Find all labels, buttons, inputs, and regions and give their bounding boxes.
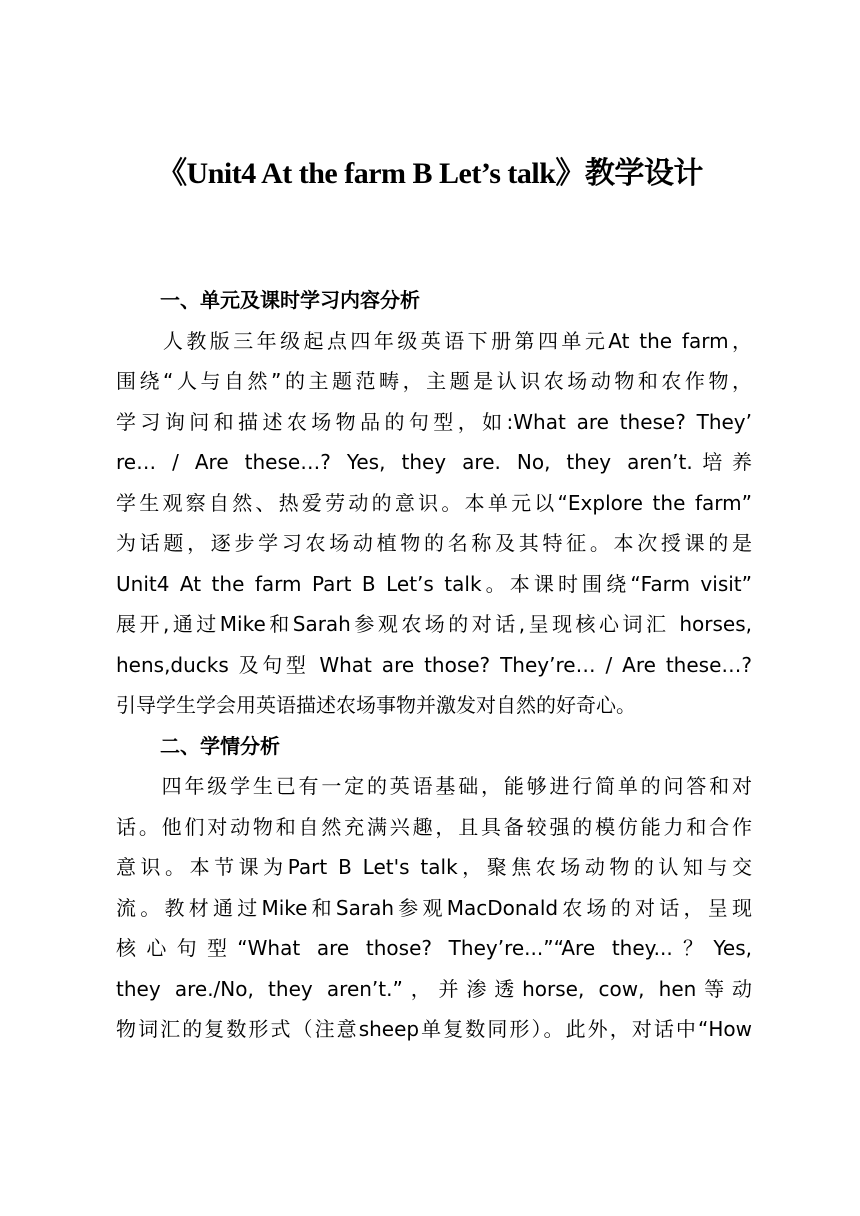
paragraph-line: 流。教材通过Mike和Sarah参观MacDonald农场的对话，呈现 <box>116 895 752 920</box>
paragraph-line: they are./No, they aren’t.”，并渗透horse, cow, hen等动 <box>116 976 752 1001</box>
paragraph-line: 核心句型“What are those? They’re...”“Are they...？Yes, <box>116 936 752 960</box>
paragraph-line: hens,ducks 及句型 What are those? They’re… / Are these…? <box>116 652 752 677</box>
document-title: 《Unit4 At the farm B Let’s talk》教学设计 <box>157 157 703 190</box>
section-heading-content-analysis: 一、单元及课时学习内容分析 <box>160 288 420 312</box>
paragraph-line: 学生观察自然、热爱劳动的意识。本单元以“Explore the farm” <box>116 490 752 515</box>
document-body <box>116 280 752 1050</box>
section-heading-learner-analysis: 二、学情分析 <box>160 733 280 758</box>
paragraph-line: 引导学生学会用英语描述农场事物并激发对自然的好奇心。 <box>116 693 636 717</box>
paragraph-line: 为话题，逐步学习农场动植物的名称及其特征。本次授课的是 <box>116 531 752 555</box>
paragraph-line: Unit4 At the farm Part B Let’s talk。本课时围绕“Farm visit” <box>116 571 752 596</box>
paragraph-line: 四年级学生已有一定的英语基础，能够进行简单的问答和对 <box>116 774 752 798</box>
paragraph-line: 意识。本节课为Part B Let's talk，聚焦农场动物的认知与交 <box>116 855 752 879</box>
paragraph-line: 话。他们对动物和自然充满兴趣，且具备较强的模仿能力和合作 <box>116 814 752 839</box>
paragraph-line: 学习询问和描述农场物品的句型，如:What are these? They’ <box>116 409 752 434</box>
paragraph-line: 展开,通过Mike和Sarah参观农场的对话,呈现核心词汇 horses, <box>116 612 752 636</box>
paragraph-line: 物词汇的复数形式（注意sheep单复数同形）。此外，对话中“How <box>116 1017 752 1041</box>
paragraph-line: re… / Are these…? Yes, they are. No, they aren’t.培养 <box>116 450 752 474</box>
paragraph-line: 人教版三年级起点四年级英语下册第四单元At the farm， <box>116 328 752 353</box>
paragraph-line: 围绕“人与自然”的主题范畴，主题是认识农场动物和农作物， <box>116 369 752 393</box>
